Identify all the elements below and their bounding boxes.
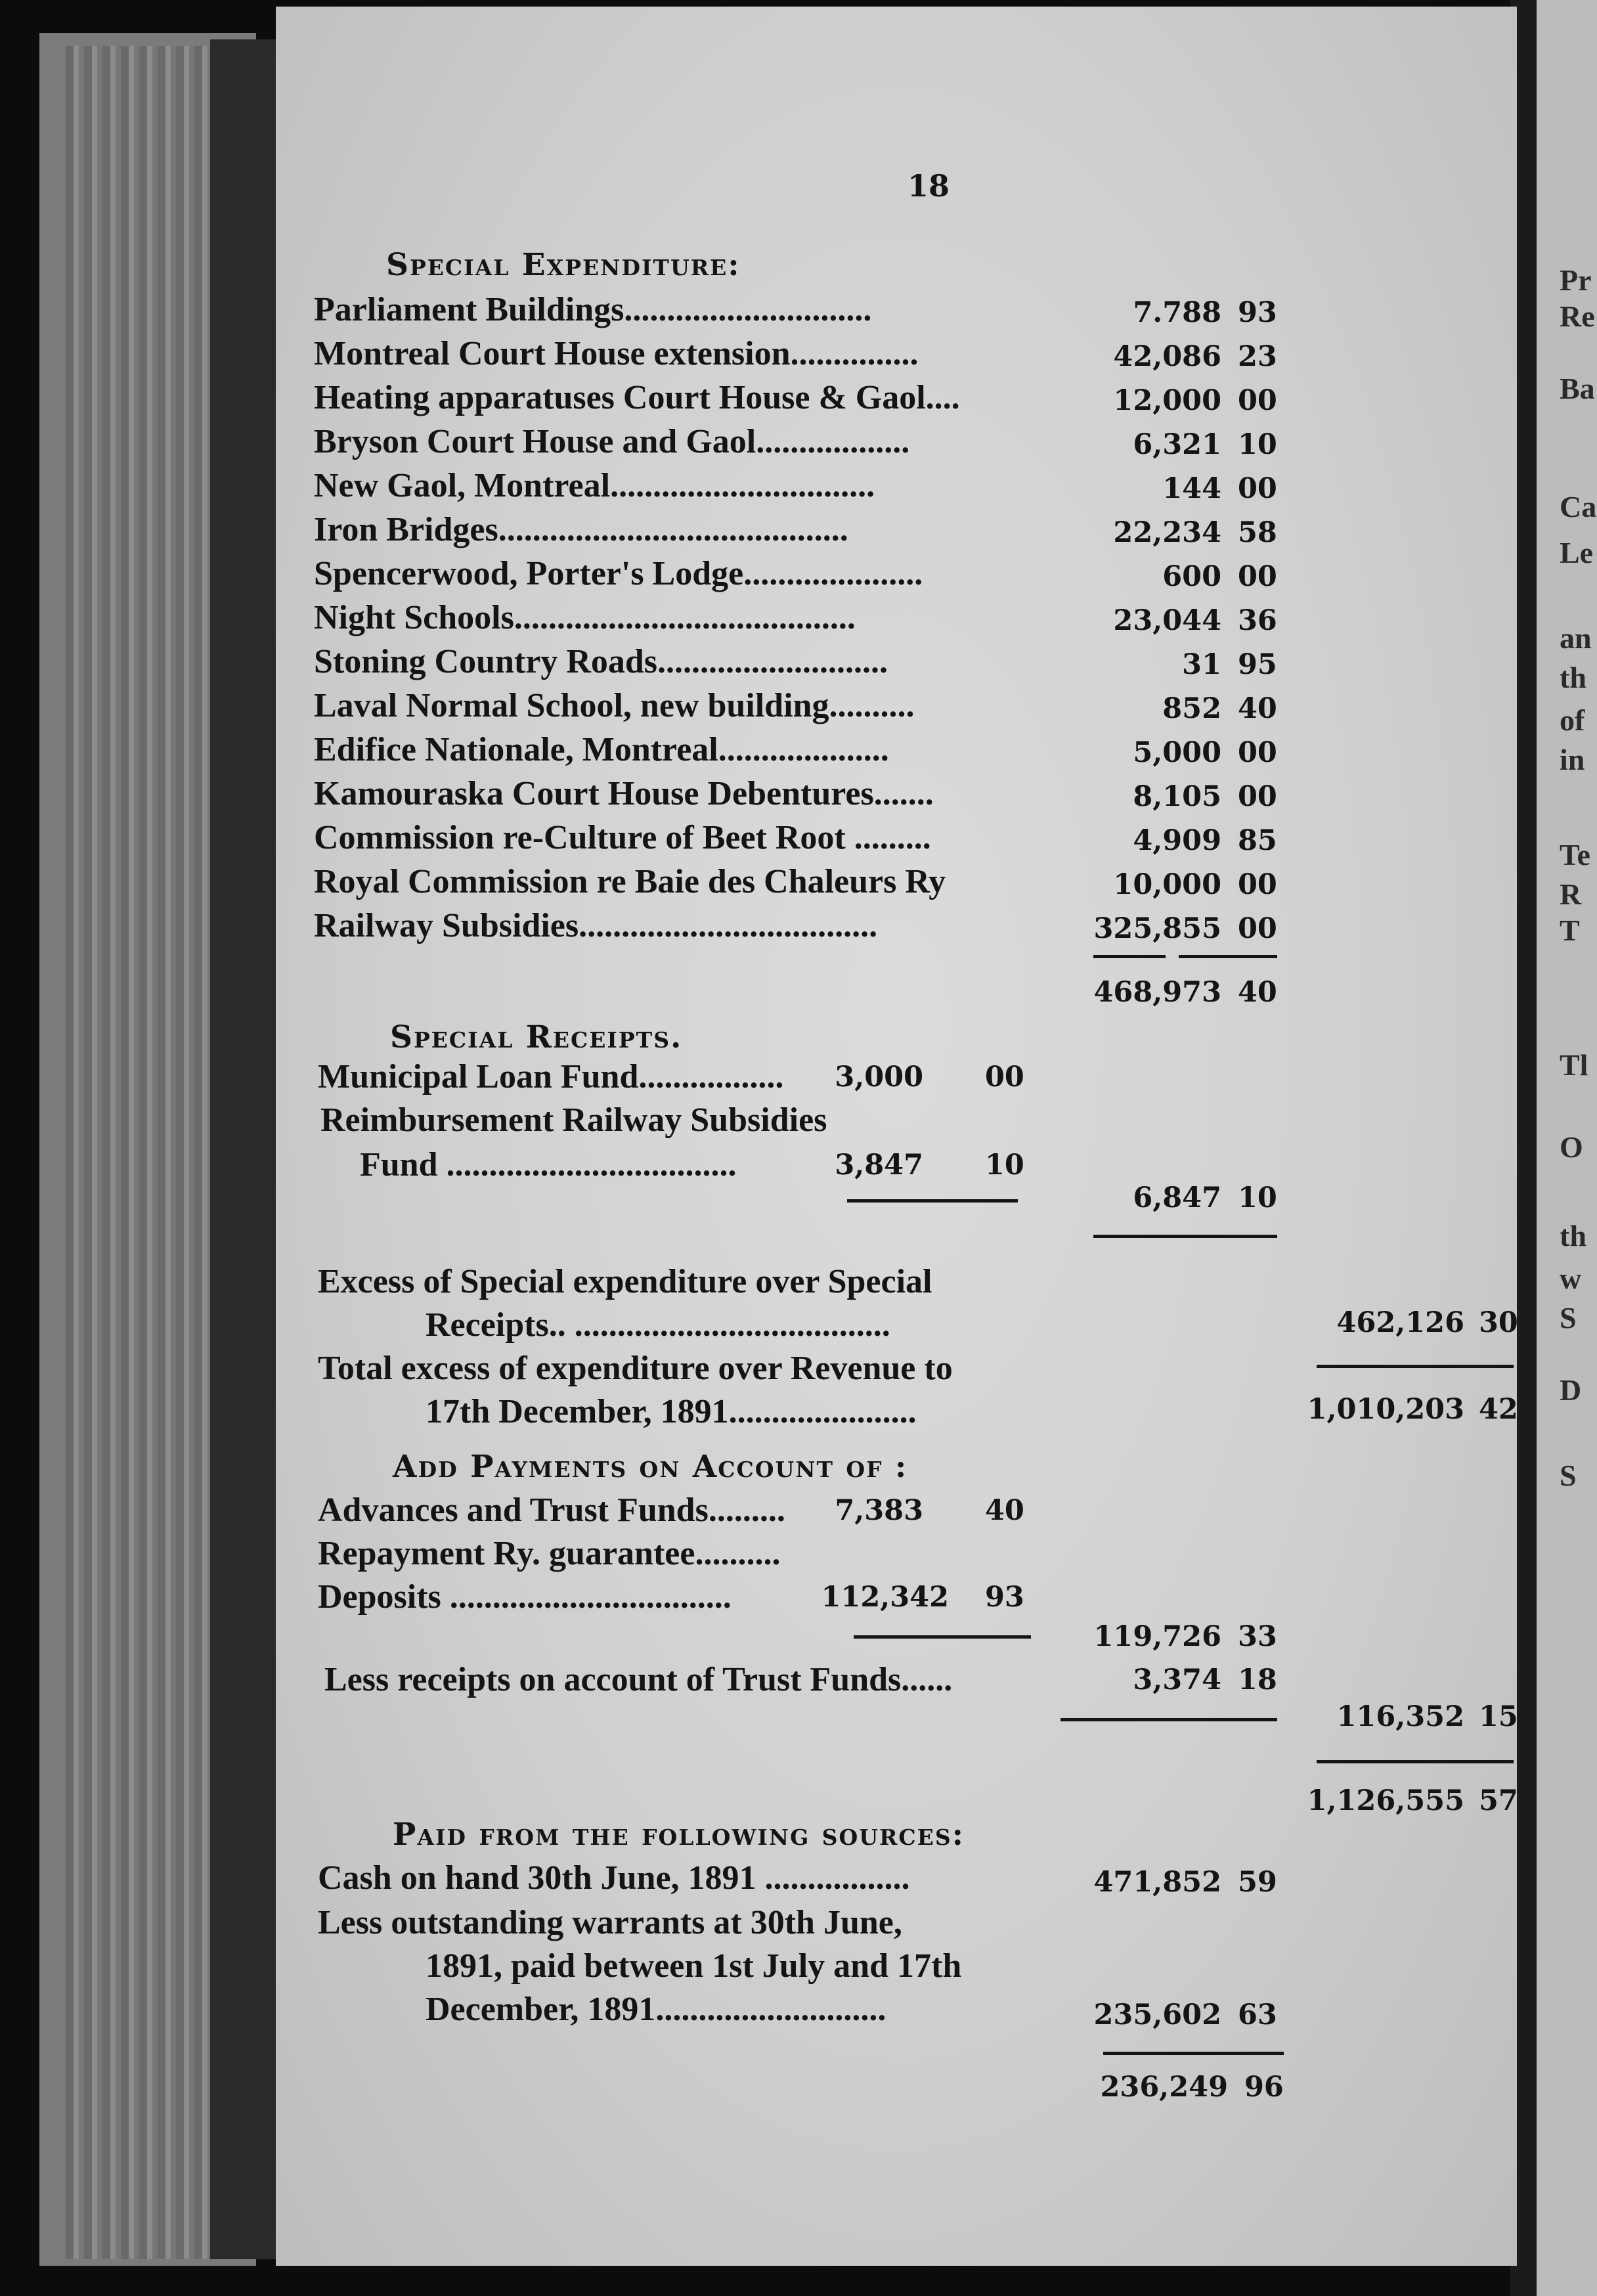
rule-excess xyxy=(1317,1365,1514,1368)
excess-special-cents: 30 xyxy=(1479,1306,1518,1339)
margin-fragment: Pr xyxy=(1560,263,1592,297)
margin-fragment: an xyxy=(1560,621,1592,655)
rule-payments xyxy=(854,1635,1031,1639)
special-receipts-total-dollars: 6,847 xyxy=(1133,1181,1221,1214)
expenditure-label: New Gaol, Montreal............................... xyxy=(314,467,875,504)
cash-cents: 59 xyxy=(1238,1866,1277,1899)
expenditure-dollars: 10,000 xyxy=(1113,868,1221,901)
expenditure-label: Kamouraska Court House Debentures....... xyxy=(314,775,934,812)
rule-dollars xyxy=(1093,955,1166,958)
cash-label: Cash on hand 30th June, 1891 ................. xyxy=(318,1859,910,1897)
margin-fragment: S xyxy=(1560,1459,1577,1492)
excess-special-label-line2: Receipts.. ..................................... xyxy=(426,1306,890,1344)
margin-fragment: Te xyxy=(1560,838,1590,872)
expenditure-cents: 93 xyxy=(1238,296,1277,329)
special-expenditure-total-dollars: 468,973 xyxy=(1093,976,1221,1009)
special-expenditure-heading: Special Expenditure: xyxy=(386,247,741,283)
expenditure-dollars: 31 xyxy=(1182,648,1221,681)
expenditure-cents: 00 xyxy=(1238,560,1277,593)
municipal-loan-dollars: 3,000 xyxy=(835,1061,923,1093)
expenditure-dollars: 4,909 xyxy=(1133,824,1221,857)
deposits-cents: 93 xyxy=(985,1581,1024,1614)
total-excess-cents: 42 xyxy=(1479,1393,1518,1426)
page-number: 18 xyxy=(908,168,950,204)
expenditure-cents: 00 xyxy=(1238,912,1277,945)
margin-fragment: in xyxy=(1560,743,1585,776)
payments-net-cents: 15 xyxy=(1479,1700,1518,1733)
special-receipts-total-cents: 10 xyxy=(1238,1181,1277,1214)
expenditure-label: Railway Subsidies................................... xyxy=(314,907,878,944)
rule-warrants xyxy=(1103,2052,1284,2055)
expenditure-dollars: 7.788 xyxy=(1133,296,1221,329)
excess-special-label-line1: Excess of Special expenditure over Special xyxy=(318,1263,932,1300)
expenditure-cents: 00 xyxy=(1238,780,1277,813)
repayment-label: Repayment Ry. guarantee.......... xyxy=(318,1535,781,1572)
book-binding-shadow xyxy=(210,39,282,2259)
margin-fragment: O xyxy=(1560,1130,1583,1164)
expenditure-label: Bryson Court House and Gaol.................. xyxy=(314,423,910,460)
deposits-dollars: 112,342 xyxy=(821,1581,949,1614)
less-receipts-label: Less receipts on account of Trust Funds...... xyxy=(324,1661,953,1698)
add-payments-heading: Add Payments on Account of : xyxy=(393,1449,908,1485)
expenditure-cents: 10 xyxy=(1238,428,1277,461)
balance-dollars: 236,249 xyxy=(1100,2071,1228,2104)
payments-net-dollars: 116,352 xyxy=(1336,1700,1464,1733)
less-warrants-line3: December, 1891........................... xyxy=(426,1991,886,2028)
less-warrants-cents: 63 xyxy=(1238,1998,1277,2031)
payments-subtotal-cents: 33 xyxy=(1238,1620,1277,1653)
excess-special-dollars: 462,126 xyxy=(1336,1306,1464,1339)
less-warrants-line1: Less outstanding warrants at 30th June, xyxy=(318,1904,902,1941)
expenditure-label: Edifice Nationale, Montreal.................... xyxy=(314,731,889,768)
expenditure-cents: 00 xyxy=(1238,384,1277,417)
expenditure-dollars: 22,234 xyxy=(1113,516,1221,549)
less-receipts-cents: 18 xyxy=(1238,1664,1277,1696)
expenditure-dollars: 852 xyxy=(1162,692,1221,725)
payments-subtotal-dollars: 119,726 xyxy=(1093,1620,1221,1653)
expenditure-label: Night Schools........................................ xyxy=(314,599,856,636)
reimbursement-label-line1: Reimbursement Railway Subsidies xyxy=(320,1101,827,1139)
balance-cents: 96 xyxy=(1244,2071,1284,2104)
grand-total-dollars: 1,126,555 xyxy=(1307,1784,1464,1817)
paid-from-heading: Paid from the following sources: xyxy=(393,1817,965,1853)
expenditure-dollars: 600 xyxy=(1162,560,1221,593)
margin-fragment: S xyxy=(1560,1301,1577,1335)
expenditure-dollars: 12,000 xyxy=(1113,384,1221,417)
reimbursement-dollars: 3,847 xyxy=(835,1149,923,1181)
margin-fragment: th xyxy=(1560,1219,1586,1252)
margin-fragment: R xyxy=(1560,877,1582,911)
expenditure-label: Royal Commission re Baie des Chaleurs Ry xyxy=(314,863,946,900)
expenditure-cents: 40 xyxy=(1238,692,1277,725)
expenditure-dollars: 23,044 xyxy=(1113,604,1221,637)
total-excess-dollars: 1,010,203 xyxy=(1307,1393,1464,1426)
expenditure-label: Laval Normal School, new building.......... xyxy=(314,687,915,724)
expenditure-cents: 23 xyxy=(1238,340,1277,373)
margin-fragment: Ba xyxy=(1560,372,1595,405)
total-excess-label-line1: Total excess of expenditure over Revenue to xyxy=(318,1350,953,1387)
less-warrants-dollars: 235,602 xyxy=(1093,1998,1221,2031)
expenditure-dollars: 42,086 xyxy=(1113,340,1221,373)
reimbursement-label-line2: Fund .................................. xyxy=(360,1146,737,1183)
advances-label: Advances and Trust Funds......... xyxy=(318,1491,785,1529)
margin-fragment: T xyxy=(1560,914,1580,947)
expenditure-label: Spencerwood, Porter's Lodge..................... xyxy=(314,555,923,592)
special-receipts-heading: Special Receipts. xyxy=(390,1019,683,1055)
grand-total-cents: 57 xyxy=(1479,1784,1518,1817)
expenditure-cents: 00 xyxy=(1238,472,1277,505)
margin-fragment: Le xyxy=(1560,536,1594,569)
expenditure-cents: 58 xyxy=(1238,516,1277,549)
deposits-label: Deposits ................................. xyxy=(318,1578,732,1616)
expenditure-cents: 95 xyxy=(1238,648,1277,681)
expenditure-dollars: 8,105 xyxy=(1133,780,1221,813)
margin-fragment: Ca xyxy=(1560,490,1597,523)
reimbursement-cents: 10 xyxy=(985,1149,1024,1181)
municipal-loan-cents: 00 xyxy=(985,1061,1024,1093)
advances-cents: 40 xyxy=(985,1494,1024,1527)
margin-fragment: of xyxy=(1560,703,1585,737)
margin-fragment: th xyxy=(1560,661,1586,694)
rule-receipts-total xyxy=(1093,1235,1277,1238)
rule-cents xyxy=(1179,955,1277,958)
expenditure-cents: 85 xyxy=(1238,824,1277,857)
total-excess-label-line2: 17th December, 1891...................... xyxy=(426,1393,917,1430)
rule-net xyxy=(1317,1760,1514,1763)
expenditure-dollars: 5,000 xyxy=(1133,736,1221,769)
expenditure-cents: 00 xyxy=(1238,868,1277,901)
expenditure-dollars: 325,855 xyxy=(1093,912,1221,945)
expenditure-dollars: 144 xyxy=(1162,472,1221,505)
rule-less-receipts xyxy=(1061,1718,1277,1721)
cash-dollars: 471,852 xyxy=(1093,1866,1221,1899)
expenditure-label: Parliament Buildings............................. xyxy=(314,291,872,328)
expenditure-cents: 00 xyxy=(1238,736,1277,769)
margin-fragment: Re xyxy=(1560,299,1595,333)
advances-dollars: 7,383 xyxy=(835,1494,923,1527)
municipal-loan-label: Municipal Loan Fund................. xyxy=(318,1058,784,1095)
margin-fragment: Tl xyxy=(1560,1048,1588,1082)
margin-fragment: w xyxy=(1560,1262,1582,1295)
expenditure-label: Montreal Court House extension............... xyxy=(314,335,919,372)
expenditure-label: Stoning Country Roads........................... xyxy=(314,643,888,680)
expenditure-label: Commission re-Culture of Beet Root ......... xyxy=(314,819,931,856)
expenditure-label: Heating apparatuses Court House & Gaol.... xyxy=(314,379,960,416)
special-expenditure-total-cents: 40 xyxy=(1238,976,1277,1009)
expenditure-dollars: 6,321 xyxy=(1133,428,1221,461)
expenditure-label: Iron Bridges......................................... xyxy=(314,511,848,548)
margin-fragment: D xyxy=(1560,1373,1582,1407)
less-warrants-line2: 1891, paid between 1st July and 17th xyxy=(426,1947,962,1985)
less-receipts-dollars: 3,374 xyxy=(1133,1664,1221,1696)
rule-receipts xyxy=(847,1199,1018,1203)
expenditure-cents: 36 xyxy=(1238,604,1277,637)
